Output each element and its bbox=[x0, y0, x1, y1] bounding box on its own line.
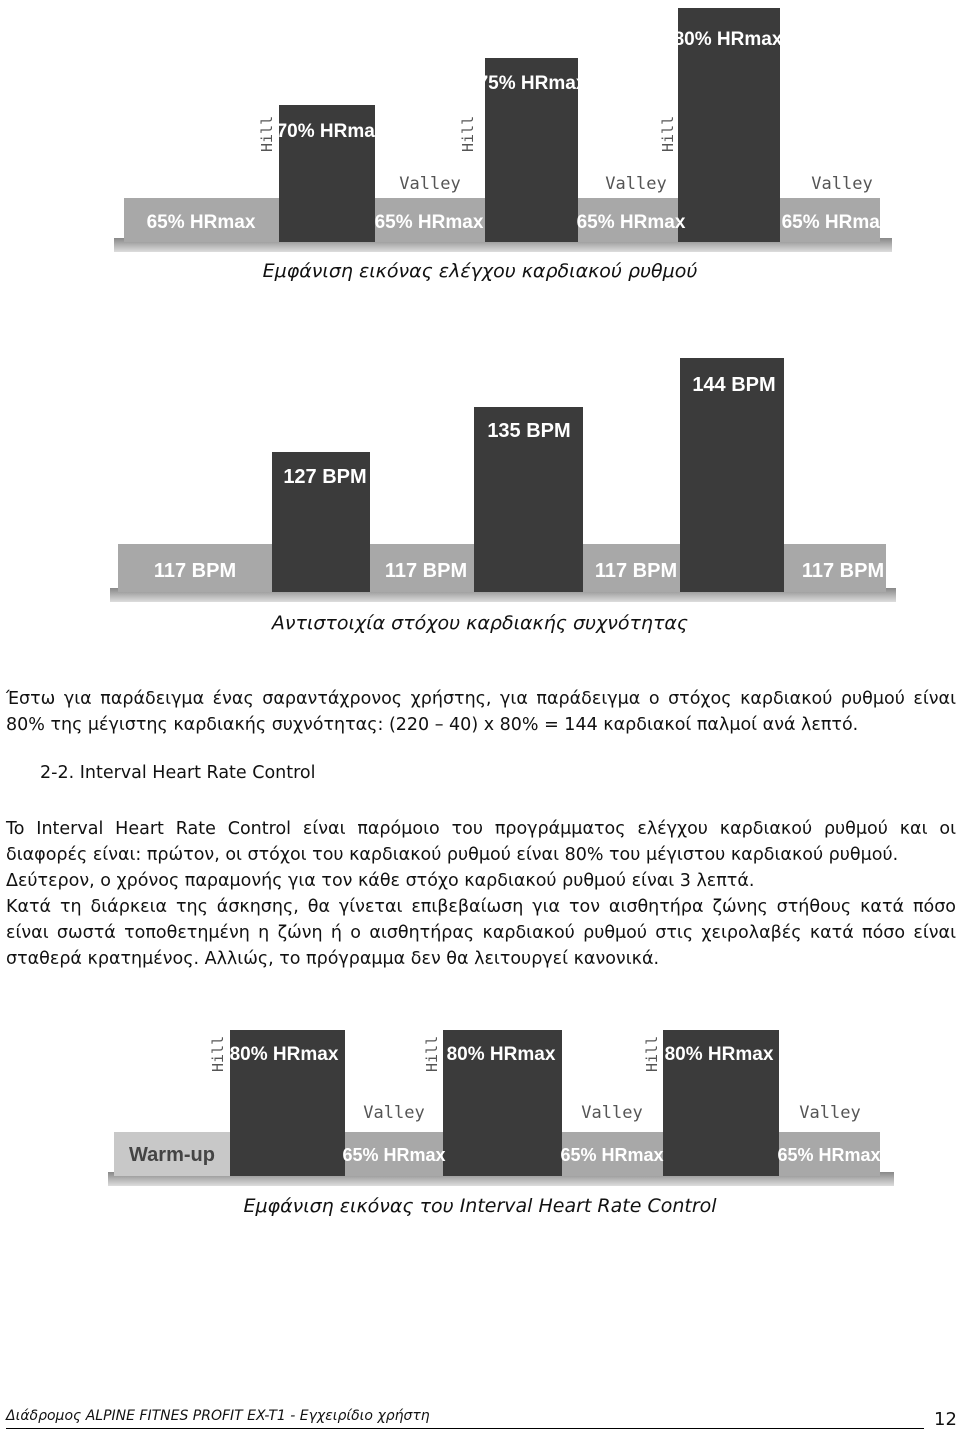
figure1-valley-label: Valley bbox=[811, 174, 873, 194]
figure3-hill-label: Hill bbox=[643, 1035, 661, 1072]
figure3-warmup-label: Warm-up bbox=[129, 1144, 215, 1166]
figure3-peak-label: 80% HRmax bbox=[446, 1044, 556, 1065]
figure3-valley-label: Valley bbox=[581, 1103, 643, 1123]
figure1-base-label: 65% HRmax bbox=[576, 212, 686, 233]
figure3-peak-label: 80% HRmax bbox=[664, 1044, 774, 1065]
figure1-base-label: 65% HRmax bbox=[146, 212, 256, 233]
figure2-caption: Αντιστοιχία στόχου καρδιακής συχνότητας bbox=[271, 612, 689, 634]
figure3-base-label: 65% HRmax bbox=[777, 1145, 881, 1165]
figure3-valley-label: Valley bbox=[799, 1103, 861, 1123]
footer-manual-title: Διάδρομος ALPINE FITNES PROFIT EX-T1 - Εγχειρίδιο χρήστη bbox=[6, 1408, 430, 1424]
page-number: 12 bbox=[934, 1409, 957, 1430]
figure3-peak-label: 80% HRmax bbox=[229, 1044, 339, 1065]
figure1-caption: Εμφάνιση εικόνας ελέγχου καρδιακού ρυθμού bbox=[262, 260, 698, 282]
figure1-valley-label: Valley bbox=[399, 174, 461, 194]
figure1-base-label: 65% HRmax bbox=[781, 212, 891, 233]
figure1-peak-label: 75% HRmax bbox=[477, 73, 587, 94]
figure2-peak-label: 127 BPM bbox=[283, 466, 367, 488]
figure3-caption: Εμφάνιση εικόνας του Interval Heart Rate Control bbox=[243, 1195, 717, 1217]
figure1-valley-label: Valley bbox=[605, 174, 667, 194]
section-heading: 2-2. Interval Heart Rate Control bbox=[40, 763, 316, 783]
body-paragraph: Δεύτερον, ο χρόνος παραμονής για τον κάθε στόχο καρδιακού ρυθμού είναι 3 λεπτά. bbox=[6, 871, 755, 891]
figure3-hill-label: Hill bbox=[209, 1035, 227, 1072]
body-paragraph: Κατά τη διάρκεια της άσκησης, θα γίνεται επιβεβαίωση για τον αισθητήρα ζώνης στήθους κατά πόσο είναι σωστά τοποθετημένη η ζώνη ή ο αισθητήρας καρδιακού ρυθμού στις χειρολαβές κατά πόσο είναι σταθερά κρατημένος. Αλλιώς, το πρόγραμμα δεν θα λειτουργεί κανονικά. bbox=[6, 897, 956, 969]
figure3-base-label: 65% HRmax bbox=[342, 1145, 446, 1165]
figure1-peak-label: 70% HRmax bbox=[276, 121, 386, 142]
footer-divider bbox=[6, 1428, 924, 1429]
figure2-peak-label: 135 BPM bbox=[487, 420, 571, 442]
figure1-hill-label: Hill bbox=[459, 115, 477, 152]
figure-interval-hrc-svg bbox=[0, 1010, 960, 1190]
figure2-base-label: 117 BPM bbox=[384, 560, 468, 582]
figure1-base-label: 65% HRmax bbox=[374, 212, 484, 233]
figure3-hill-label: Hill bbox=[423, 1035, 441, 1072]
figure2-base-label: 117 BPM bbox=[801, 560, 885, 582]
figure-target-bpm-svg bbox=[0, 350, 960, 610]
figure2-base-label: 117 BPM bbox=[153, 560, 237, 582]
figure3-base-label: 65% HRmax bbox=[560, 1145, 664, 1165]
body-paragraph: To Interval Heart Rate Control είναι παρόμοιο του προγράμματος ελέγχου καρδιακού ρυθμού και οι διαφορές είναι: πρώτον, οι στόχοι του καρδιακού ρυθμού είναι 80% του μέγιστου καρδιακού ρυθμού. bbox=[6, 819, 956, 865]
intro-paragraph: Έστω για παράδειγμα ένας σαραντάχρονος χρήστης, για παράδειγμα ο στόχος καρδιακού ρυθμού είναι 80% της μέγιστης καρδιακής συχνότητας: (220 – 40) x 80% = 144 καρδιακοί παλμοί ανά λεπτό. bbox=[6, 689, 956, 735]
figure1-peak-label: 80% HRmax bbox=[673, 29, 783, 50]
figure2-peak-label: 144 BPM bbox=[692, 374, 776, 396]
figure-target-bpm bbox=[0, 350, 960, 610]
figure-heart-rate-control-svg bbox=[0, 0, 960, 260]
figure2-base-label: 117 BPM bbox=[594, 560, 678, 582]
section-body bbox=[6, 816, 956, 972]
figure1-hill-label: Hill bbox=[258, 115, 276, 152]
figure3-valley-label: Valley bbox=[363, 1103, 425, 1123]
figure-heart-rate-control bbox=[0, 0, 960, 260]
figure-interval-hrc bbox=[0, 1010, 960, 1190]
figure1-hill-label: Hill bbox=[659, 115, 677, 152]
